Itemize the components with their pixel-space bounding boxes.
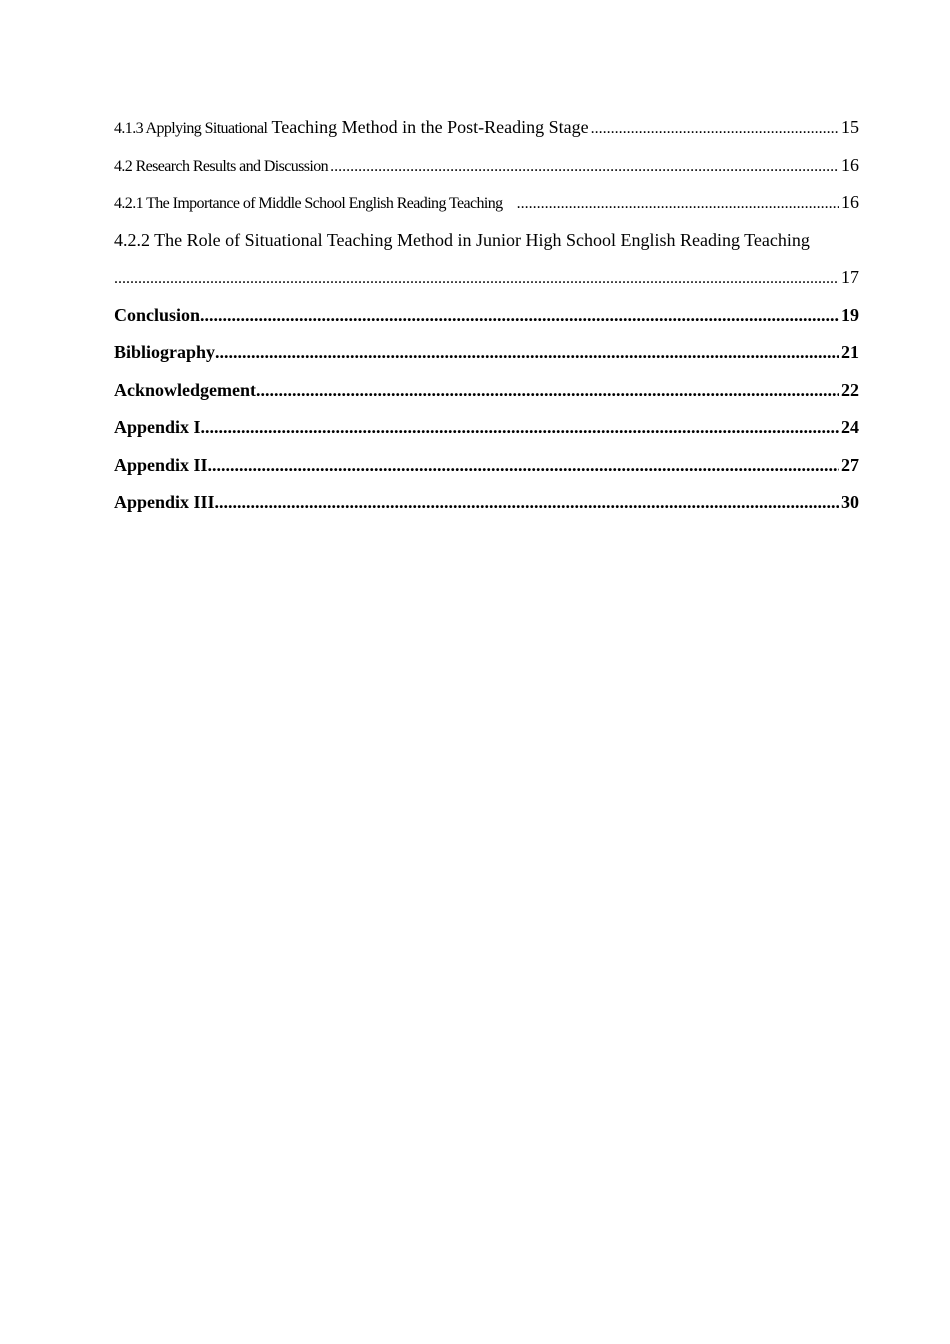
toc-dot-leader bbox=[215, 492, 839, 513]
toc-entry-title: Appendix III bbox=[114, 492, 215, 512]
toc-entry-appendix-iii[interactable] bbox=[114, 492, 859, 530]
toc-entry-appendix-ii[interactable] bbox=[114, 455, 859, 493]
toc-dot-leader bbox=[201, 417, 839, 438]
toc-entry-title: 4.2 Research Results and Discussion bbox=[114, 157, 329, 175]
toc-entry-title: Appendix I bbox=[114, 417, 201, 437]
toc-entry-4-2-2-title-line[interactable] bbox=[114, 230, 859, 268]
toc-dot-leader bbox=[517, 195, 839, 213]
toc-entry-4-2-1[interactable] bbox=[114, 192, 859, 230]
toc-entry-title: 4.2.1 The Importance of Middle School English Reading Teaching bbox=[114, 195, 503, 212]
toc-entry-conclusion[interactable] bbox=[114, 305, 859, 343]
toc-dot-leader bbox=[591, 120, 839, 138]
toc-entry-page: 30 bbox=[841, 492, 859, 512]
toc-entry-title-part: Teaching Method in the Post-Reading Stage bbox=[267, 117, 589, 137]
toc-entry-acknowledgement[interactable] bbox=[114, 380, 859, 418]
toc-entry-title: Acknowledgement bbox=[114, 379, 256, 400]
toc-entry-page: 15 bbox=[841, 117, 859, 137]
toc-dot-leader bbox=[256, 380, 839, 401]
toc-dot-leader bbox=[114, 270, 839, 288]
toc-dot-leader bbox=[215, 342, 839, 363]
toc-entry-title: Appendix II bbox=[114, 454, 208, 475]
toc-dot-leader bbox=[208, 455, 839, 476]
toc-entry-page: 17 bbox=[841, 267, 859, 287]
toc-entry-title: Conclusion bbox=[114, 304, 201, 325]
toc-dot-leader bbox=[330, 158, 839, 176]
toc-entry-page: 16 bbox=[841, 192, 859, 212]
toc-entry-page: 22 bbox=[841, 379, 859, 400]
toc-entry-page: 24 bbox=[841, 417, 859, 437]
toc-entry-title-part: 4.1.3 Applying Situational bbox=[114, 120, 268, 137]
toc-entry-4-2-2[interactable] bbox=[114, 267, 859, 305]
toc-entry-title: Bibliography bbox=[114, 342, 216, 362]
table-of-contents bbox=[114, 117, 859, 530]
toc-entry-page: 21 bbox=[841, 342, 859, 362]
toc-entry-appendix-i[interactable] bbox=[114, 417, 859, 455]
toc-entry-page: 19 bbox=[841, 304, 859, 325]
toc-entry-page: 27 bbox=[841, 454, 859, 475]
toc-entry-title: 4.2.2 The Role of Situational Teaching Method in Junior High School English Reading Teaching bbox=[114, 229, 810, 250]
toc-entry-bibliography[interactable] bbox=[114, 342, 859, 380]
toc-entry-page: 16 bbox=[841, 154, 859, 175]
toc-entry-title bbox=[114, 117, 589, 138]
toc-entry-4-1-3[interactable] bbox=[114, 117, 859, 155]
toc-dot-leader bbox=[200, 305, 839, 326]
toc-entry-4-2[interactable] bbox=[114, 155, 859, 193]
